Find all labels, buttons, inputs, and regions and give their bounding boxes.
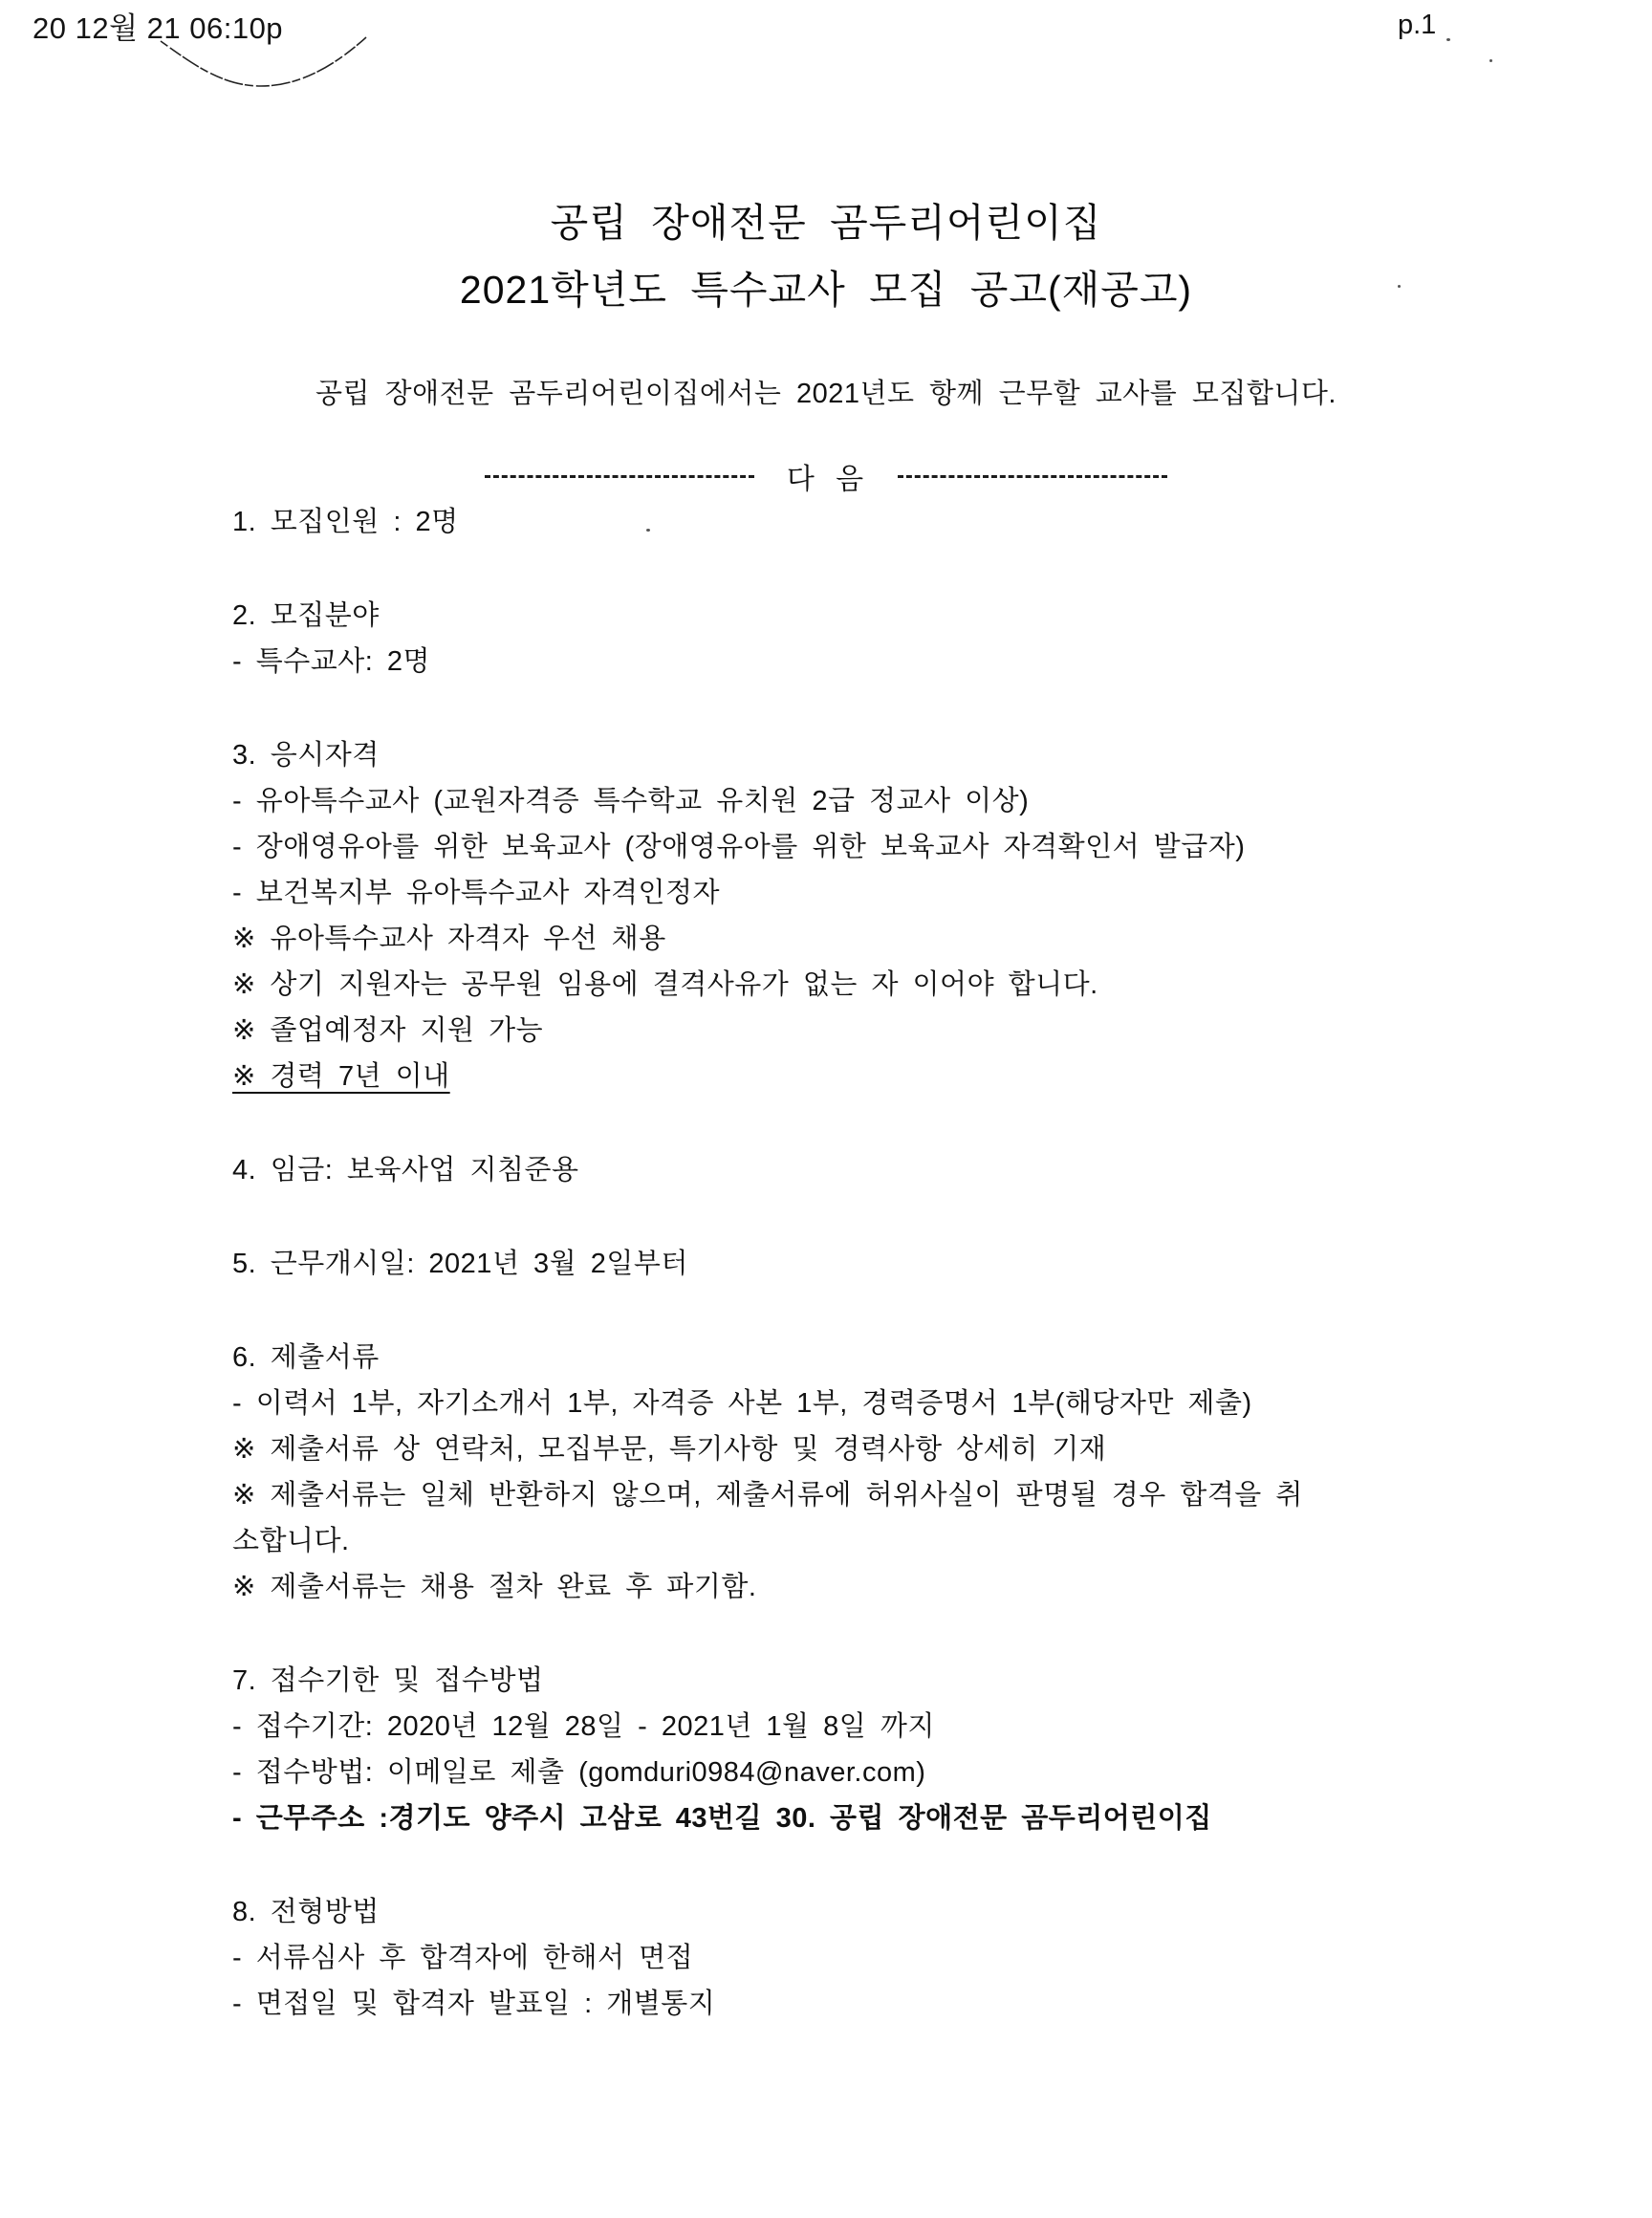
section-1-recruit-count [232,499,1537,545]
section-line-career-limit-underlined [232,1054,1537,1099]
fax-timestamp: 20 12월 21 06:10p [33,11,284,45]
pen-scribble-mark [151,27,380,98]
section-heading: 5. 근무개시일: 2021년 3월 2일부터 [232,1249,688,1279]
section-4-wage [232,1147,1537,1193]
section-5-start-date [232,1241,1537,1287]
doc-title-line2: 2021학년도 특수교사 모집 공고(재공고) [459,268,1193,312]
section-line-application-email: - 접수방법: 이메일로 제출 (gomduri0984@naver.com) [232,1757,926,1788]
section-heading: 4. 임금: 보육사업 지침준용 [232,1155,579,1185]
title-block [0,189,1652,323]
section-line-work-address-bold: - 근무주소 :경기도 양주시 고삼로 43번길 30. 공립 장애전문 곰두리어린이집 [232,1803,1212,1834]
section-line: ※ 제출서류 상 연락처, 모집부문, 특기사항 및 경력사항 상세히 기재 [232,1434,1107,1465]
section-line: - 장애영유아를 위한 보육교사 (장애영유아를 위한 보육교사 자격확인서 발급자) [232,832,1246,862]
section-line: - 서류심사 후 합격자에 한해서 면접 [232,1943,694,1973]
section-heading: 1. 모집인원 : 2명 [232,507,459,537]
sections [0,499,1652,2027]
scan-speck [1489,59,1492,62]
intro-paragraph: 공립 장애전문 곰두리어린이집에서는 2021년도 항께 근무할 교사를 모집합니다. [315,379,1337,409]
page-number: p.1 [1398,10,1437,40]
section-heading: 8. 전형방법 [232,1897,380,1927]
section-line: ※ 상기 지원자는 공무원 임용에 결격사유가 없는 자 이어야 합니다. [232,969,1098,1000]
document-body [0,189,1652,2027]
section-line: - 특수교사: 2명 [232,646,431,677]
section-heading: 2. 모집분야 [232,600,380,631]
section-7-application [232,1658,1537,1841]
section-heading: 3. 응시자격 [232,740,380,771]
section-heading: 6. 제출서류 [232,1342,380,1373]
daum-divider [0,453,1652,499]
section-line: ※ 졸업예정자 지원 가능 [232,1015,544,1046]
section-line: ※ 제출서류는 채용 절차 완료 후 파기함. [232,1572,757,1602]
scan-speck [1446,38,1450,41]
section-line: - 보건복지부 유아특수교사 자격인정자 [232,878,721,908]
divider-label: 다 음 [786,464,866,495]
section-8-selection-method [232,1889,1537,2027]
section-heading: 7. 접수기한 및 접수방법 [232,1665,544,1696]
section-6-documents [232,1335,1537,1610]
doc-title-line1: 공립 장애전문 곰두리어린이집 [550,201,1102,245]
divider-dash-right [898,475,1167,478]
section-line: - 유아특수교사 (교원자격증 특수학교 유치원 2급 정교사 이상) [232,786,1030,816]
section-3-qualifications [232,732,1537,1099]
underlined-text: ※ 경력 7년 이내 [232,1061,450,1092]
section-line: - 면접일 및 합격자 발표일 : 개별통지 [232,1989,716,2019]
section-line-wrap-continuation: 소합니다. [232,1526,350,1556]
section-line-application-period: - 접수기간: 2020년 12월 28일 - 2021년 1월 8일 까지 [232,1711,935,1742]
section-line: ※ 제출서류는 일체 반환하지 않으며, 제출서류에 허위사실이 판명될 경우 합격을 취 [232,1480,1303,1511]
section-2-recruit-field [232,593,1537,685]
section-line: ※ 유아특수교사 자격자 우선 채용 [232,924,666,954]
divider-dash-left [485,475,754,478]
section-line: - 이력서 1부, 자기소개서 1부, 자격증 사본 1부, 경력증명서 1부(해당자만 제출) [232,1388,1252,1419]
